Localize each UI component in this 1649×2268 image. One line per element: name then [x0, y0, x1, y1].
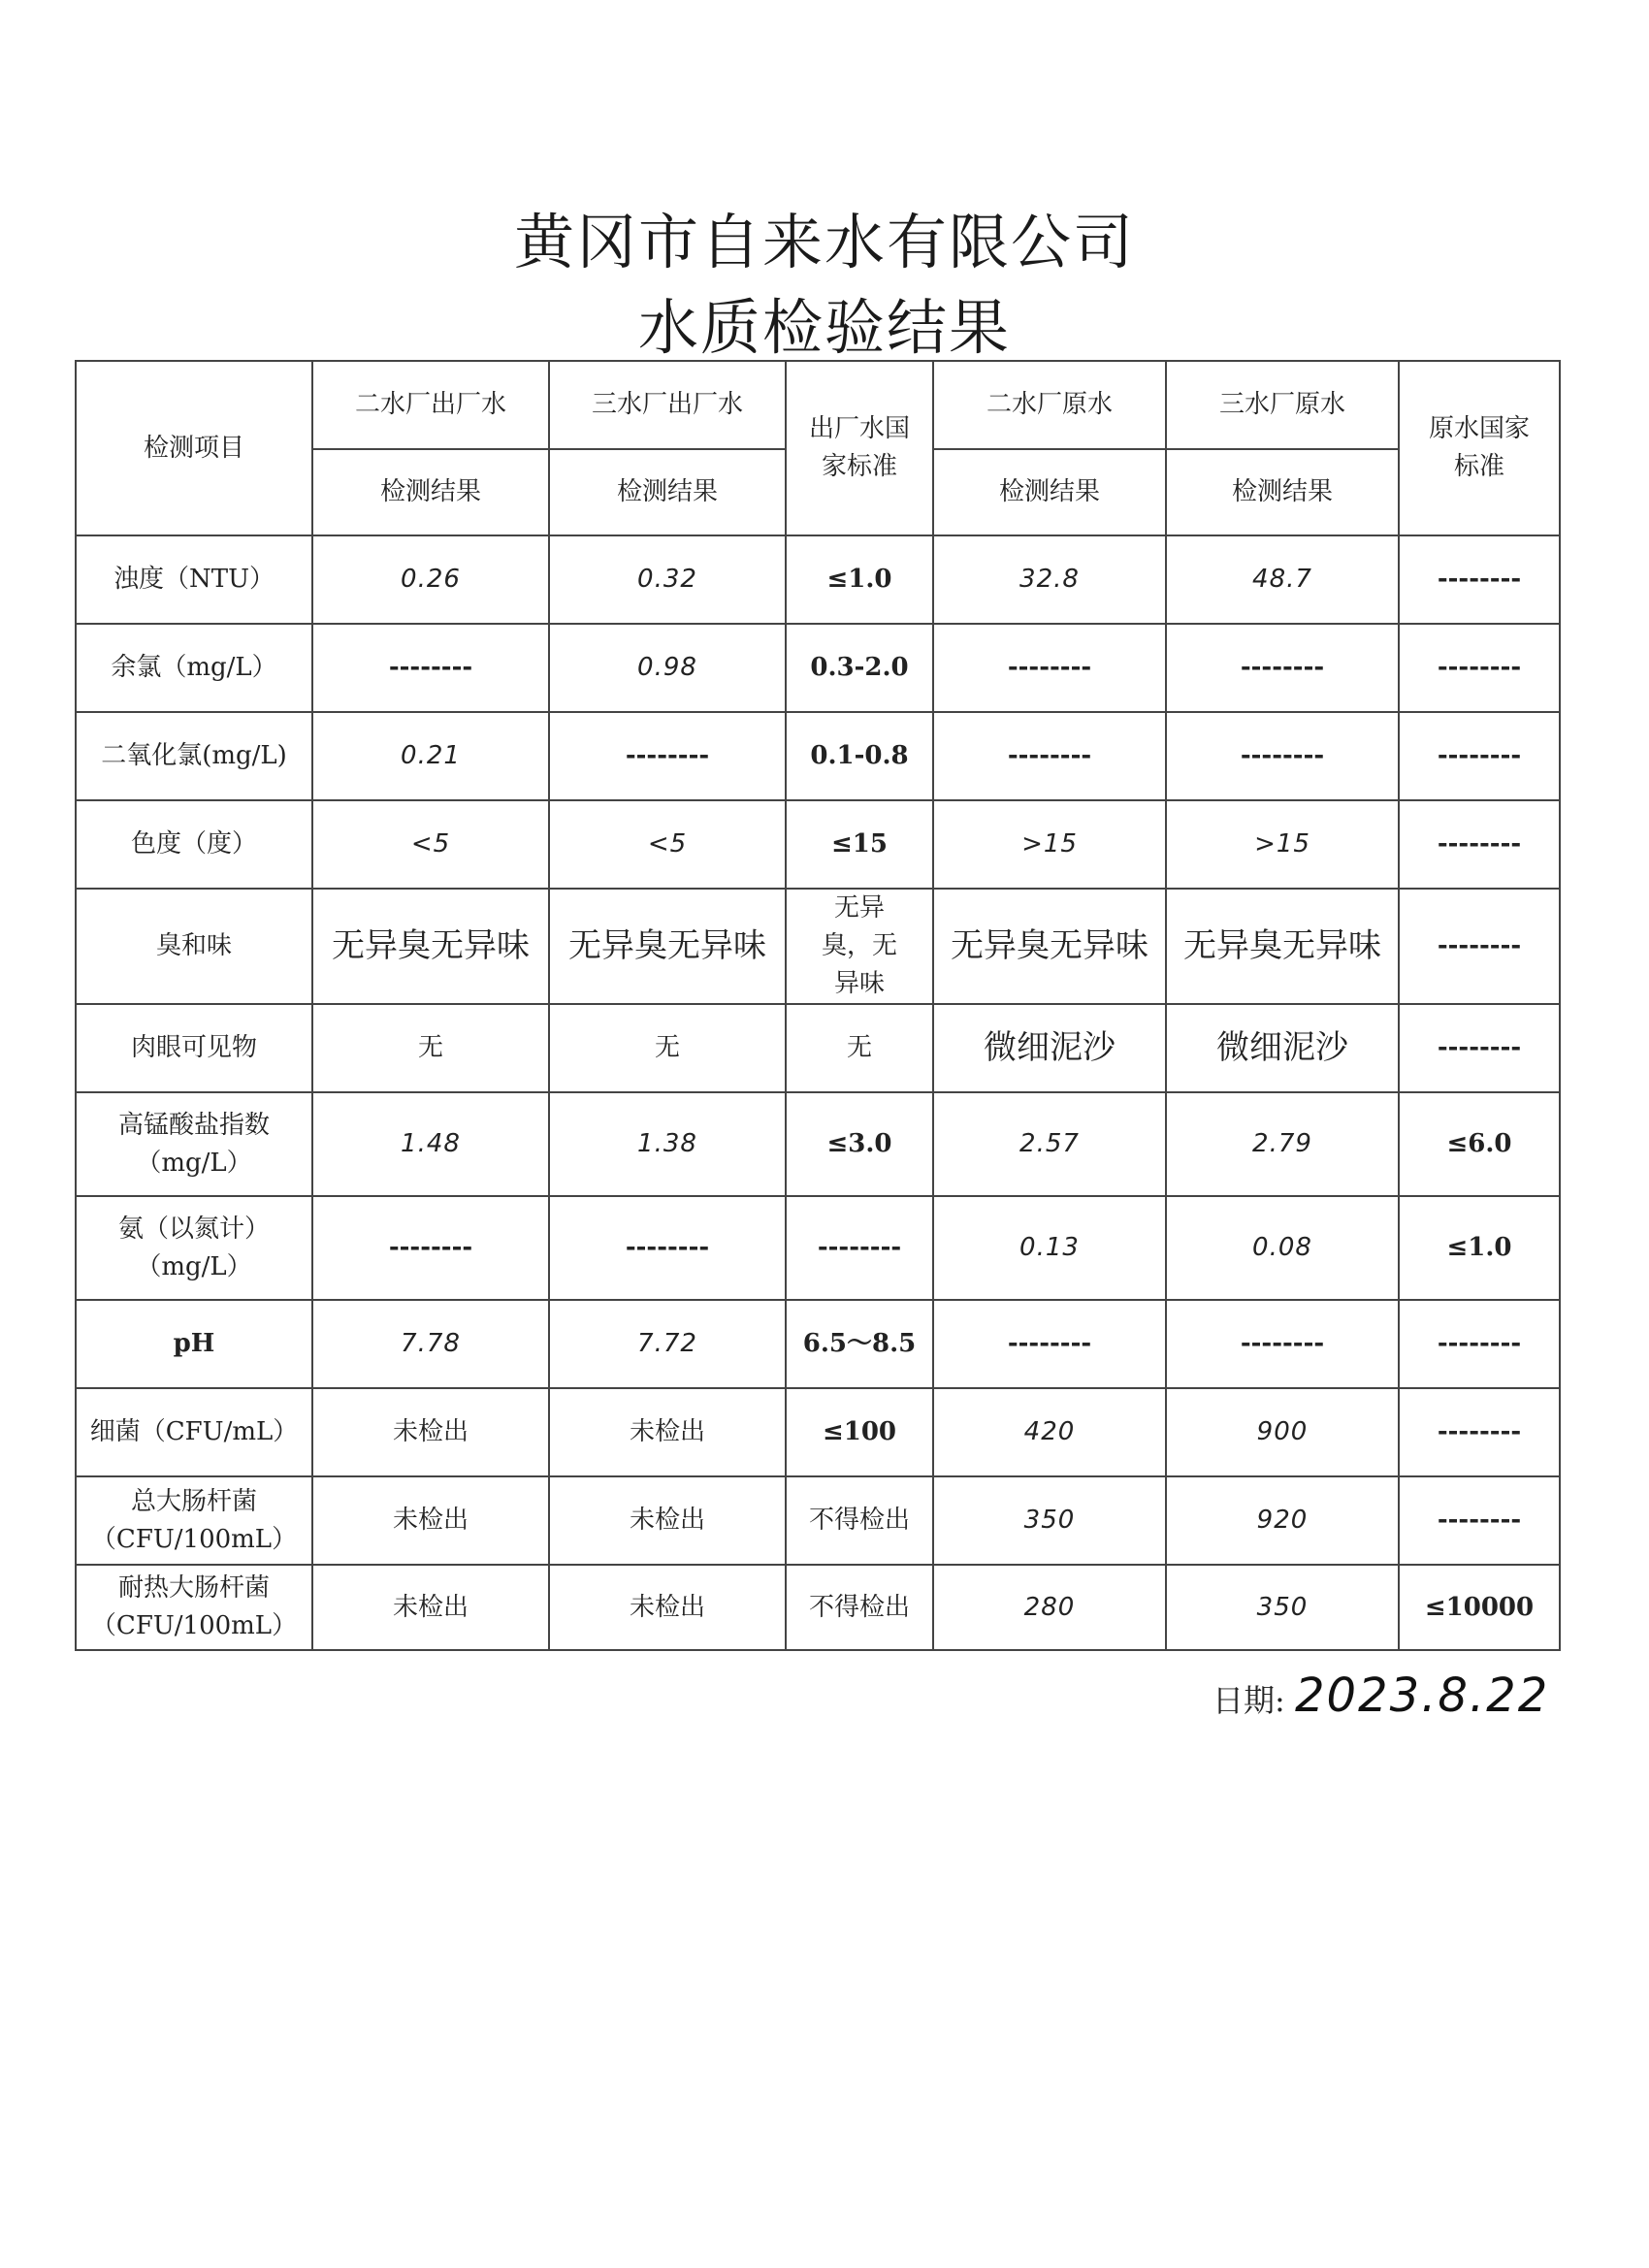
cell-out-std-text: 无异臭，无异味: [821, 893, 897, 998]
cell-raw-std: --------: [1399, 712, 1560, 800]
results-table: [75, 360, 1561, 1651]
table-row: [76, 1196, 1560, 1300]
table-row: [76, 1388, 1560, 1476]
cell-p3-out: 1.38: [549, 1092, 786, 1196]
table-row: [76, 1476, 1560, 1565]
cell-p3-raw: 48.7: [1166, 535, 1399, 624]
date-label: 日期:: [1212, 1682, 1285, 1719]
date-value: 2023.8.22: [1294, 1669, 1550, 1723]
item-ammonia: [76, 1196, 312, 1300]
header-plant3-out: 三水厂出厂水: [549, 361, 786, 449]
cell-p3-out: 7.72: [549, 1300, 786, 1388]
cell-out-std: 0.1-0.8: [786, 712, 933, 800]
item-color: 色度（度）: [76, 800, 312, 889]
item-residual-chlorine: 余氯（mg/L）: [76, 624, 312, 712]
cell-p3-out: 无异臭无异味: [549, 889, 786, 1004]
cell-p2-out: 0.26: [312, 535, 549, 624]
item-total-coliform: [76, 1476, 312, 1565]
cell-p3-raw: --------: [1166, 1300, 1399, 1388]
table-row: [76, 889, 1560, 1004]
cell-raw-std: --------: [1399, 624, 1560, 712]
cell-raw-std: --------: [1399, 800, 1560, 889]
result-label: 检测结果: [933, 449, 1166, 535]
item-odor-taste: 臭和味: [76, 889, 312, 1004]
cell-raw-std: ≤6.0: [1399, 1092, 1560, 1196]
cell-p3-out: 未检出: [549, 1565, 786, 1650]
cell-p2-out: 7.78: [312, 1300, 549, 1388]
cell-out-std: ≤1.0: [786, 535, 933, 624]
table-row: [76, 1004, 1560, 1092]
cell-p2-raw: 微细泥沙: [933, 1004, 1166, 1092]
table-row: [76, 800, 1560, 889]
cell-out-std: 不得检出: [786, 1476, 933, 1565]
cell-p2-raw: --------: [933, 712, 1166, 800]
cell-raw-std: ≤1.0: [1399, 1196, 1560, 1300]
cell-p3-out: <5: [549, 800, 786, 889]
cell-p2-out: <5: [312, 800, 549, 889]
item-bacteria: 细菌（CFU/mL）: [76, 1388, 312, 1476]
cell-p3-out: --------: [549, 712, 786, 800]
cell-out-std: --------: [786, 1196, 933, 1300]
cell-p3-out: 无: [549, 1004, 786, 1092]
item-ph: pH: [76, 1300, 312, 1388]
cell-p2-raw: 32.8: [933, 535, 1166, 624]
header-out-std: [786, 361, 933, 535]
cell-p3-raw: 920: [1166, 1476, 1399, 1565]
cell-p2-out: --------: [312, 1196, 549, 1300]
table-row: [76, 1300, 1560, 1388]
header-plant3-raw: 三水厂原水: [1166, 361, 1399, 449]
item-permanganate-index: [76, 1092, 312, 1196]
header-item: 检测项目: [76, 361, 312, 535]
table-row: [76, 535, 1560, 624]
item-turbidity: 浊度（NTU）: [76, 535, 312, 624]
table-row: [76, 624, 1560, 712]
header-raw-std-text: 原水国家标准: [1428, 414, 1530, 481]
cell-out-std: ≤15: [786, 800, 933, 889]
cell-out-std: 无: [786, 1004, 933, 1092]
table-row: [76, 712, 1560, 800]
cell-out-std: 0.3-2.0: [786, 624, 933, 712]
cell-p3-raw: --------: [1166, 624, 1399, 712]
result-label: 检测结果: [549, 449, 786, 535]
cell-raw-std: ≤10000: [1399, 1565, 1560, 1650]
header-plant2-raw: 二水厂原水: [933, 361, 1166, 449]
cell-out-std: [786, 889, 933, 1004]
cell-p2-out: --------: [312, 624, 549, 712]
cell-raw-std: --------: [1399, 1300, 1560, 1388]
result-label: 检测结果: [312, 449, 549, 535]
cell-p3-out: 0.32: [549, 535, 786, 624]
header-raw-std: [1399, 361, 1560, 535]
cell-p3-raw: 无异臭无异味: [1166, 889, 1399, 1004]
cell-p2-out: 无: [312, 1004, 549, 1092]
cell-p2-out: 未检出: [312, 1476, 549, 1565]
cell-p3-raw: 900: [1166, 1388, 1399, 1476]
item-thermotolerant-coliform: [76, 1565, 312, 1650]
cell-out-std: ≤100: [786, 1388, 933, 1476]
cell-out-std: 不得检出: [786, 1565, 933, 1650]
cell-raw-std: --------: [1399, 1388, 1560, 1476]
cell-p3-raw: --------: [1166, 712, 1399, 800]
item-thermotolerant-coliform-text: 耐热大肠杆菌（CFU/100mL）: [90, 1573, 298, 1640]
company-title: 黄冈市自来水有限公司: [513, 207, 1135, 277]
cell-p2-raw: --------: [933, 624, 1166, 712]
cell-out-std: 6.5～8.5: [786, 1300, 933, 1388]
cell-p2-out: 无异臭无异味: [312, 889, 549, 1004]
result-label: 检测结果: [1166, 449, 1399, 535]
item-ammonia-text: 氨（以氮计）（mg/L）: [117, 1214, 270, 1281]
cell-p3-out: 未检出: [549, 1476, 786, 1565]
cell-p3-raw: 350: [1166, 1565, 1399, 1650]
cell-out-std: ≤3.0: [786, 1092, 933, 1196]
table-row: [76, 1565, 1560, 1650]
item-permanganate-index-text: 高锰酸盐指数（mg/L）: [117, 1110, 270, 1178]
header-out-std-text: 出厂水国家标准: [808, 414, 910, 481]
cell-p3-out: --------: [549, 1196, 786, 1300]
report-title: 水质检验结果: [637, 292, 1011, 363]
header-plant2-out: 二水厂出厂水: [312, 361, 549, 449]
cell-p3-raw: >15: [1166, 800, 1399, 889]
cell-raw-std: --------: [1399, 535, 1560, 624]
cell-p3-raw: 微细泥沙: [1166, 1004, 1399, 1092]
table-row: [76, 1092, 1560, 1196]
cell-p3-out: 未检出: [549, 1388, 786, 1476]
cell-p2-out: 1.48: [312, 1092, 549, 1196]
cell-p2-out: 未检出: [312, 1565, 549, 1650]
cell-p2-raw: >15: [933, 800, 1166, 889]
cell-p2-out: 0.21: [312, 712, 549, 800]
cell-raw-std: --------: [1399, 1004, 1560, 1092]
cell-p3-raw: 0.08: [1166, 1196, 1399, 1300]
cell-p3-out: 0.98: [549, 624, 786, 712]
cell-raw-std: --------: [1399, 1476, 1560, 1565]
item-visible-matter: 肉眼可见物: [76, 1004, 312, 1092]
header-row-1: [76, 361, 1560, 449]
report-date: [1212, 1669, 1549, 1723]
cell-p2-raw: 0.13: [933, 1196, 1166, 1300]
cell-p2-raw: 无异臭无异味: [933, 889, 1166, 1004]
cell-p3-raw: 2.79: [1166, 1092, 1399, 1196]
cell-p2-raw: 350: [933, 1476, 1166, 1565]
cell-p2-raw: 2.57: [933, 1092, 1166, 1196]
cell-raw-std: --------: [1399, 889, 1560, 1004]
cell-p2-raw: 280: [933, 1565, 1166, 1650]
cell-p2-raw: --------: [933, 1300, 1166, 1388]
item-chlorine-dioxide: 二氧化氯(mg/L): [76, 712, 312, 800]
item-total-coliform-text: 总大肠杆菌（CFU/100mL）: [90, 1486, 298, 1554]
cell-p2-raw: 420: [933, 1388, 1166, 1476]
cell-p2-out: 未检出: [312, 1388, 549, 1476]
